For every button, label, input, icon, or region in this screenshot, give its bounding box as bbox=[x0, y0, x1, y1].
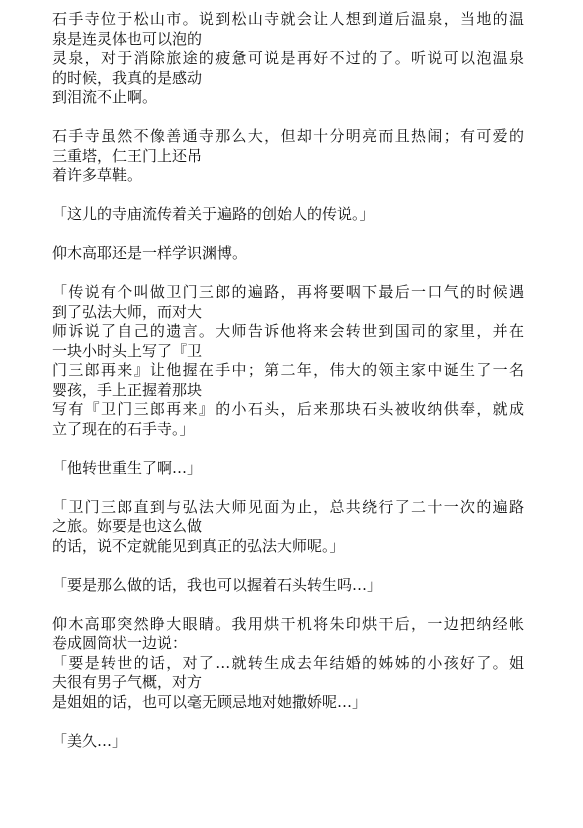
text-line: 一块小时头上写了『卫 bbox=[52, 341, 203, 360]
text-line: 仰木高耶突然睁大眼睛。我用烘干机将朱印烘干后，一边把纳经帐 bbox=[52, 614, 524, 633]
text-line: 婴孩，手上正握着那块 bbox=[52, 380, 203, 399]
text-line: 夫很有男子气概，对方 bbox=[52, 673, 203, 691]
text-line: 石手寺位于松山市。说到松山寺就会让人想到道后温泉，当地的温 bbox=[52, 10, 524, 28]
text-line: 「美久…」 bbox=[52, 731, 128, 750]
text-line: 泉是连灵体也可以泡的 bbox=[52, 29, 203, 48]
text-line: 「要是转世的话，对了…就转生成去年结婚的姊姊的小孩好了。姐 bbox=[52, 653, 524, 672]
paragraph bbox=[52, 459, 524, 479]
text-line: 立了现在的石手寺。」 bbox=[52, 419, 195, 438]
text-line: 写有『卫门三郎再来』的小石头，后来那块石头被收纳供奉，就成 bbox=[52, 400, 524, 418]
text-line: 门三郎再来』让他握在手中；第二年，伟大的领主家中诞生了一名 bbox=[52, 361, 524, 379]
text-line: 着许多草鞋。 bbox=[52, 166, 143, 184]
text-line: 灵泉，对于消除旅途的疲惫可说是再好不过的了。听说可以泡温泉 bbox=[52, 49, 524, 67]
text-line: 「传说有个叫做卫门三郎的遍路，再将要咽下最后一口气的时候遇 bbox=[52, 283, 524, 301]
text-line: 「他转世重生了啊…」 bbox=[52, 458, 203, 477]
paragraph bbox=[52, 205, 524, 225]
text-line: 到了弘法大师，而对大 bbox=[52, 302, 203, 321]
paragraph bbox=[52, 244, 524, 264]
text-line: 到泪流不止啊。 bbox=[52, 88, 158, 106]
paragraph bbox=[52, 10, 524, 108]
paragraph bbox=[52, 654, 524, 713]
document-page bbox=[52, 10, 524, 771]
paragraph bbox=[52, 283, 524, 439]
text-line: 「要是那么做的话，我也可以握着石头转生吗…」 bbox=[52, 575, 383, 594]
text-line: 的时候，我真的是感动 bbox=[52, 68, 203, 87]
text-line: 「卫门三郎直到与弘法大师见面为止，总共绕行了二十一次的遍路 bbox=[52, 497, 524, 516]
text-line: 卷成圆筒状一边说： bbox=[52, 634, 188, 652]
text-line: 石手寺虽然不像善通寺那么大，但却十分明亮而且热闹；有可爱的 bbox=[52, 127, 524, 145]
paragraph bbox=[52, 127, 524, 186]
text-line: 之旅。妳要是也这么做 bbox=[52, 517, 203, 535]
paragraph bbox=[52, 732, 524, 752]
paragraph bbox=[52, 498, 524, 557]
text-line: 师诉说了自己的遗言。大师告诉他将来会转世到国司的家里，并在 bbox=[52, 322, 524, 340]
paragraph bbox=[52, 576, 524, 596]
text-line: 的话，说不定就能见到真正的弘法大师呢。」 bbox=[52, 536, 345, 555]
text-line: 是姐姐的话，也可以毫无顾忌地对她撒娇呢…」 bbox=[52, 692, 368, 711]
text-line: 「这儿的寺庙流传着关于遍路的创始人的传说。」 bbox=[52, 205, 375, 223]
text-line: 三重塔，仁王门上还吊 bbox=[52, 146, 203, 165]
text-line: 仰木高耶还是一样学识渊博。 bbox=[52, 244, 248, 262]
paragraph bbox=[52, 615, 524, 654]
